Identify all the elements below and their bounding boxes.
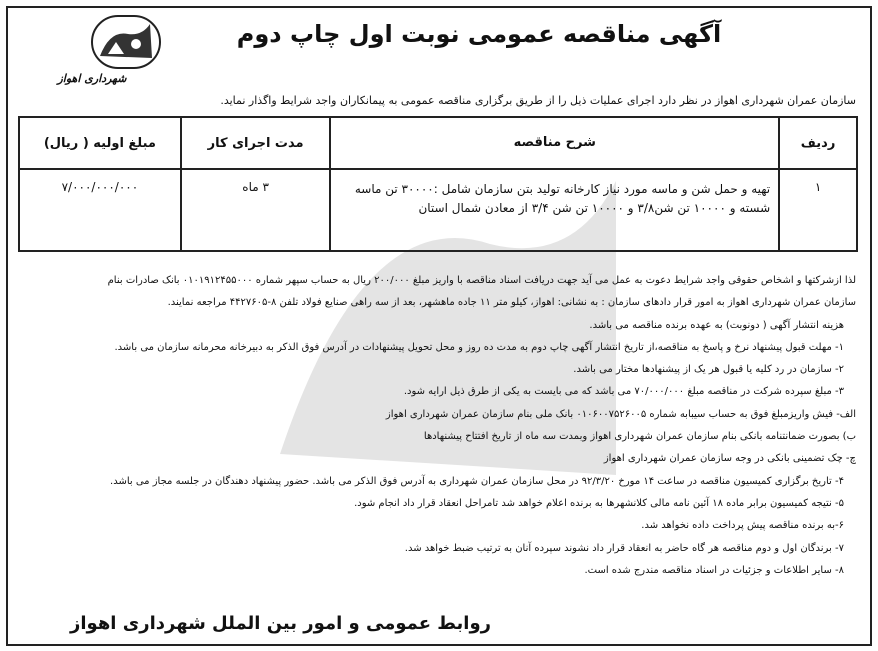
- term-line: ۱- مهلت قبول پیشنهاد نرخ و پاسخ به مناقصه،از تاریخ انتشار آگهی چاپ دوم به مدت ده روز و محل تحویل پیشنهادات در آدرس فوق الذکر به دبیرخانه محرمانه سازمان می باشد.: [114, 341, 844, 353]
- term-line: ۲- سازمان در رد کلیه یا قبول هر یک از پیشنهادها مختار می باشد.: [573, 364, 844, 376]
- table-header-row: [19, 117, 857, 169]
- term-line: چ- چک تضمینی بانکی در وجه سازمان عمران شهرداری اهواز: [603, 453, 856, 465]
- municipality-emblem-icon: [90, 14, 162, 70]
- term-line: سازمان عمران شهرداری اهواز به امور قرار دادهای سازمان : به نشانی: اهواز، کیلو متر ۱۱ جاده ماهشهر، بعد از سه راهی صنایع فولاد تلفن ۸-۴۴۲۷۶۰۵ مراجعه نمایند.: [167, 297, 856, 309]
- term-line: ۴- تاریخ برگزاری کمیسیون مناقصه در ساعت ۱۴ مورخ ۹۲/۳/۲۰ در محل سازمان عمران شهرداری به آدرس فوق الذکر می باشد. حضور پیشنهاد دهندگان در جلسه مجاز می باشد.: [110, 475, 844, 487]
- term-line: هزینه انتشار آگهی ( دونوبت) به عهده برنده مناقصه می باشد.: [589, 319, 844, 331]
- term-line: الف- فیش واریزمبلغ فوق به حساب سیبابه شماره ۰۱۰۶۰۰۷۵۲۶۰۰۵ بانک ملی بنام سازمان عمران شهرداری اهواز: [385, 408, 856, 420]
- header-description: شرح مناقصه: [330, 117, 779, 169]
- term-line: ۳- مبلغ سپرده شرکت در مناقصه مبلغ ۷۰/۰۰۰/۰۰۰ می باشد که می بایست به یکی از طرق ذیل ارایه شود.: [403, 386, 844, 398]
- intro-text: سازمان عمران شهرداری اهواز در نظر دارد اجرای عملیات ذیل را از طریق برگزاری مناقصه عمومی به پیمانکاران واجد شرایط واگذار نماید.: [220, 94, 856, 107]
- cell-description: تهیه و حمل شن و ماسه مورد نیاز کارخانه تولید بتن سازمان شامل :۳۰۰۰۰ تن ماسه شسته و ۱۰۰۰۰ تن شن۳/۸ و ۱۰۰۰۰ تن شن ۳/۴ از معادن شمال استان: [330, 169, 779, 251]
- tender-notice: [6, 6, 872, 646]
- page-title: آگهی مناقصه عمومی نوبت اول چاپ دوم: [236, 20, 722, 48]
- header: [8, 8, 870, 96]
- term-line: ۵- نتیجه کمیسیون برابر ماده ۱۸ آئین نامه مالی کلانشهرها به برنده اعلام خواهد شد تامراحل انعقاد قرار داد انجام شود.: [354, 497, 844, 509]
- header-row-number: ردیف: [779, 117, 857, 169]
- logo-text: شهرداری اهواز: [57, 72, 127, 85]
- terms-list: [22, 270, 856, 582]
- table-row: [19, 169, 857, 251]
- term-line: لذا ازشرکتها و اشخاص حقوقی واجد شرایط دعوت به عمل می آید جهت دریافت اسناد مناقصه با واریز مبلغ ۲۰۰/۰۰۰ ریال به حساب سپهر شماره ۰۱۰۱۹۱۲۴۵۵۰۰۰ بانک صادرات بنام: [107, 275, 856, 286]
- term-line: ۸- سایر اطلاعات و جزئیات در اسناد مناقصه مندرج شده است.: [584, 564, 844, 576]
- cell-row-number: ۱: [779, 169, 857, 251]
- cell-duration: ۳ ماه: [181, 169, 331, 251]
- municipality-logo: [22, 14, 162, 96]
- footer-signature: روابط عمومی و امور بین الملل شهرداری اهواز: [70, 613, 492, 634]
- cell-initial-amount: ۷/۰۰۰/۰۰۰/۰۰۰: [19, 169, 181, 251]
- header-duration: مدت اجرای کار: [181, 117, 331, 169]
- tender-table: [18, 116, 858, 252]
- term-line: ب) بصورت ضمانتنامه بانکی بنام سازمان عمران شهرداری اهواز وبمدت سه ماه از تاریخ افتتاح پیشنهادها: [423, 431, 856, 443]
- header-initial-amount: مبلغ اولیه ( ریال): [19, 117, 181, 169]
- term-line: ۷- برندگان اول و دوم مناقصه هر گاه حاضر به انعقاد قرار داد نشوند سپرده آنان به ترتیب ضبط خواهد شد.: [404, 542, 844, 554]
- term-line: ۶-به برنده مناقصه پیش پرداخت داده نخواهد شد.: [641, 520, 844, 532]
